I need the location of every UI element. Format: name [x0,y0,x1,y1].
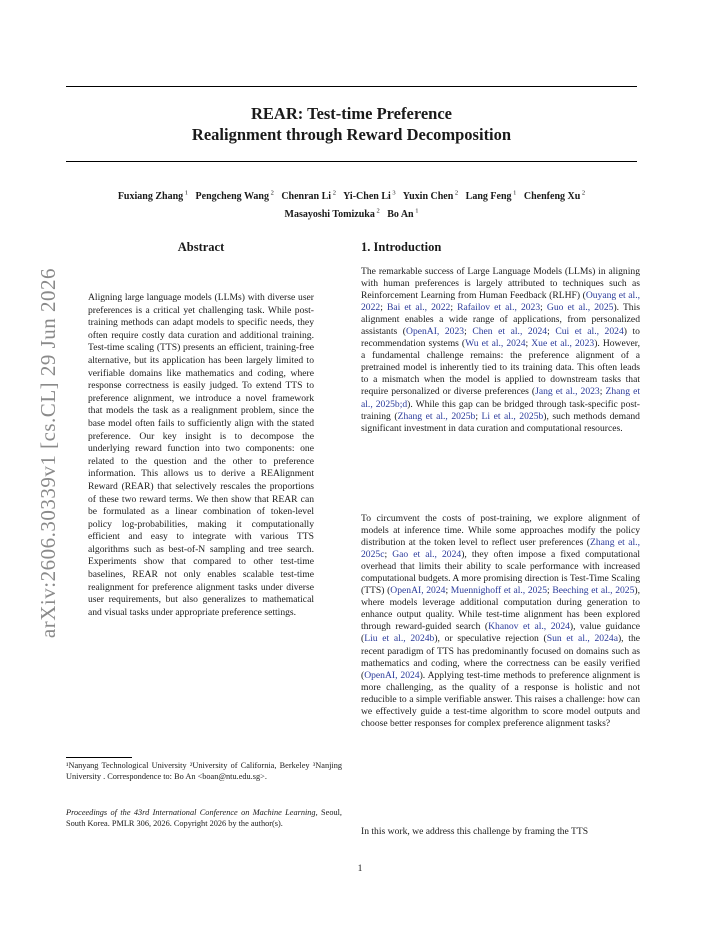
title-line-1: REAR: Test-time Preference [251,104,452,123]
citation-link[interactable]: Wu et al., 2024 [465,338,526,350]
citation-link[interactable]: Zhang et al., 2025b [397,410,476,422]
introduction-paragraph-1 [361,266,640,435]
abstract-text: Aligning large language models (LLMs) with diverse user preferences is a critical yet challenging task. While post-training methods can adapt models to specific needs, they often require costly data curation and additional training. Test-time scaling (TTS) presents an efficient, training-free alternative, but its application has been largely limited to verifiable domains like mathematics and coding, where response correctness is easily judged. To extend TTS to preference alignment, we introduce a novel framework that models the task as a realignment problem, since the base model often fails to sufficiently align with the stated preference. Our key insight is to decompose the underlying reward function into two components: one related to the question and the other to preference information. This allows us to derive a REAlignment Reward (REAR) that selectively rescales the proportions of these two reward terms. We then show that REAR can be formulated as a linear combination of token-level policy log-probabilities, making it computationally efficient and easy to integrate with various TTS algorithms such as best-of-N sampling and tree search. Experiments show that compared to other test-time baselines, REAR not only enables scalable test-time realignment for preference alignment tasks under diverse user requirements, but also generalizes to mathematical and visual tasks under appropriate preference settings. [88,292,314,618]
affiliation-marker: 1 [511,190,517,197]
introduction-paragraph-3: In this work, we address this challenge by framing the TTS [361,826,589,837]
paragraph-text: ; [525,338,532,350]
citation-link[interactable]: Sun et al., 2024a [546,633,618,645]
paragraph-text: ), where models leverage additional computation during generation to enhance output quality. While test-time alignment has been explored through reward-guided search ( [361,585,640,633]
paragraph-text: ) to recommendation systems ( [361,326,640,350]
title-bottom-rule [66,161,637,162]
introduction-paragraph-2 [361,513,640,730]
citation-link[interactable]: Beeching et al., 2025 [552,585,635,597]
paragraph-text: ; [599,386,606,398]
title-line-2: Realignment through Reward Decomposition [191,125,512,144]
citation-link[interactable]: Liu et al., 2024b [364,633,435,645]
author-name: Fuxiang Zhang $^1$ [117,190,189,203]
citation-link[interactable]: Zhang et al., 2025c [361,537,640,561]
paragraph-text: ). This alignment enables a wide range of applications, from personalized assistants ( [361,302,640,338]
abstract-heading: Abstract [177,240,225,254]
author-name: Yi-Chen Li $^3$ [343,190,396,203]
paragraph-text: ; [547,585,553,597]
paragraph-text: ), they often impose a fixed computational overhead that limits their ability to scale performance with increased computational budgets. A more promising direction is Test-Time Scaling (TTS) ( [361,549,640,597]
citation-link[interactable]: Guo et al., 2025 [546,302,614,314]
introduction-heading: 1. Introduction [361,240,442,254]
paragraph-text: ), the recent paradigm of TTS has predominantly focused on domains such as mathematics and coding, where the correctness can be easily verified ( [361,633,640,681]
paragraph-text: The remarkable success of Large Language Models (LLMs) in aligning with human preferences is largely attributed to techniques such as Reinforcement Learning from Human Feedback (RLHF) ( [361,266,640,302]
affiliation-marker: 2 [268,190,274,197]
affiliation-marker: 1 [413,207,419,215]
paragraph-text: ), value guidance ( [361,621,640,645]
paragraph-text: ; [547,326,556,338]
citation-link[interactable]: OpenAI, 2024 [364,669,420,681]
affiliation-marker: 2 [331,190,336,197]
citation-link[interactable]: Ouyang et al., 2022 [361,290,640,314]
paragraph-text: ; [475,410,482,422]
paragraph-text: ), such methods demand significant investment in data curation and computational resources. [361,410,640,434]
citation-link[interactable]: Jang et al., 2023 [535,386,600,398]
paragraph-text: ; [380,302,387,314]
paragraph-text: ), or speculative rejection ( [434,633,547,645]
citation-link[interactable]: Chen et al., 2024 [472,326,548,338]
paragraph-text: ; [540,302,547,314]
paper-title [66,103,637,145]
affiliation-marker: 3 [390,190,396,197]
citation-link[interactable]: Bai et al., 2022 [386,302,451,314]
author-name: Chenfeng Xu $^2$ [523,190,586,203]
citation-link[interactable]: Rafailov et al., 2023 [457,302,541,314]
arxiv-identifier: arXiv:2606.30339v1 [cs.CL] 29 Jun 2026 [36,267,60,639]
paragraph-text: To circumvent the costs of post-training, we explore alignment of models at inference time. While some approaches modify the policy distribution at the token level to reflect user preferences ( [361,513,640,549]
citation-link[interactable]: Cui et al., 2024 [555,326,624,338]
paragraph-text: ; [450,302,458,314]
author-name: Chenran Li $^2$ [281,190,336,203]
author-name: Lang Feng $^1$ [465,190,517,203]
citation-link[interactable]: Xue et al., 2023 [531,338,595,350]
affiliation-marker: 2 [580,190,586,197]
page-number: 1 [357,863,363,874]
affiliation-marker: 2 [374,207,380,215]
citation-link[interactable]: Khanov et al., 2024 [488,621,570,633]
paragraph-text: ; [445,585,451,597]
paragraph-text: ). Applying test-time methods to preference alignment is more challenging, as the quality of a response is holistic and not reducible to a simple verifiable answer. This raises a challenge: how can we effectively guide a test-time algorithm to score model outputs and choose better responses for complex preference alignment tasks? [361,669,641,729]
author-name: Bo An $^1$ [387,207,419,220]
paragraph-text: ). While this gap can be bridged through task-specific post-training ( [361,398,640,422]
proceedings-details: , Seoul, South Korea. PMLR 306, 2026. Copyright 2026 by the author(s). [66,808,342,828]
paragraph-text: ). However, a fundamental challenge remains: the preference alignment of a pretrained model is inherently tied to its training data. This often leads to a mismatch when the model is applied to downstream tasks that require personalized or diverse preferences ( [361,338,640,398]
author-name: Pengcheng Wang $^2$ [195,190,274,203]
paragraph-text: ; [384,549,393,561]
citation-link[interactable]: Gao et al., 2024 [392,549,462,561]
citation-link[interactable]: OpenAI, 2023 [406,326,465,338]
affiliation-marker: 1 [183,190,189,197]
affiliation-footnote: ¹Nanyang Technological University ²University of California, Berkeley ³Nanjing University . Correspondence to: Bo An <boan@ntu.edu.sg>. [66,761,342,781]
author-name: Masayoshi Tomizuka $^2$ [284,207,380,220]
author-name: Yuxin Chen $^2$ [402,190,459,203]
paragraph-text: ; [464,326,473,338]
footnote-rule [66,757,132,758]
citation-link[interactable]: Zhang et al., 2025b;d [361,386,640,410]
author-list [66,187,637,222]
citation-link[interactable]: Muennighoff et al., 2025 [450,585,548,597]
title-top-rule [66,86,637,87]
proceedings-venue: Proceedings of the 43rd International Conference on Machine Learning [66,808,316,817]
citation-link[interactable]: OpenAI, 2024 [390,585,446,597]
affiliation-marker: 2 [453,190,459,197]
proceedings-note [66,808,342,830]
citation-link[interactable]: Li et al., 2025b [481,410,544,422]
